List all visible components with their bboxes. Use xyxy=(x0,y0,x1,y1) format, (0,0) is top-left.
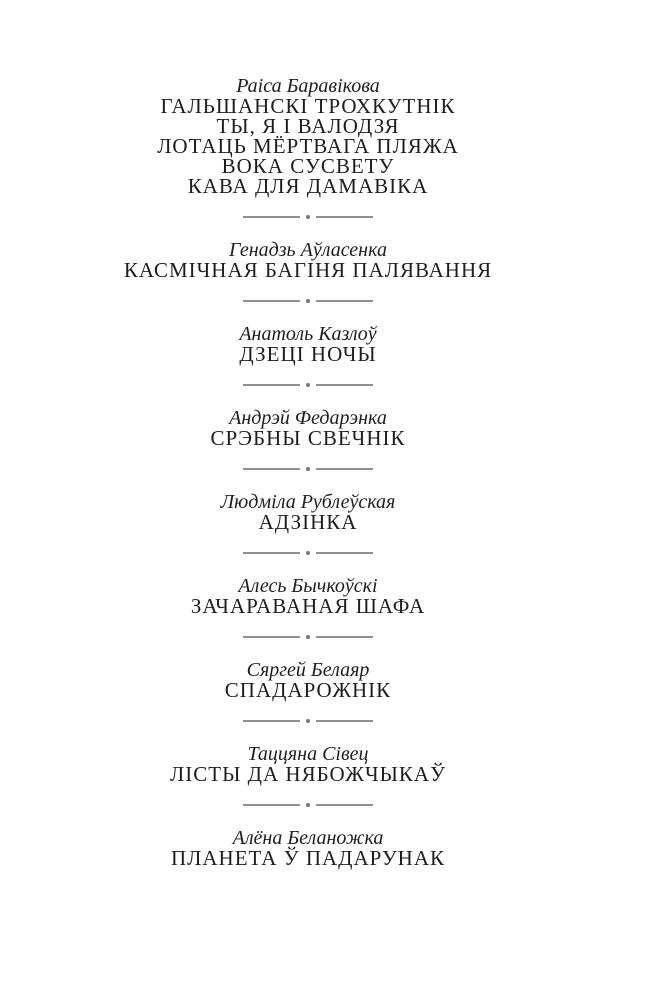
divider-line-left xyxy=(243,216,300,218)
author-name: Генадзь Аўласенка xyxy=(229,239,387,261)
book-title: КАСМІЧНАЯ БАГІНЯ ПАЛЯВАННЯ xyxy=(123,258,493,282)
book-title: ЛІСТЫ ДА НЯБОЖЧЫКАЎ xyxy=(170,762,446,786)
book-title: ДЗЕЦІ НОЧЫ xyxy=(239,342,377,366)
divider-line-right xyxy=(316,216,373,218)
book-entry xyxy=(0,576,616,616)
divider-dot-icon xyxy=(306,215,310,219)
section-divider xyxy=(0,551,616,554)
book-title: ЗАЧАРАВАНАЯ ШАФА xyxy=(190,594,426,618)
section-divider xyxy=(0,803,616,806)
book-entry xyxy=(0,660,616,700)
divider-line-right xyxy=(316,804,373,806)
divider-line-right xyxy=(316,468,373,470)
divider-line-left xyxy=(243,468,300,470)
divider-line-left xyxy=(243,804,300,806)
divider-line-left xyxy=(243,300,300,302)
author-name: Алесь Бычкоўскі xyxy=(238,575,378,597)
divider-line-right xyxy=(316,552,373,554)
book-title: КАВА ДЛЯ ДАМАВІКА xyxy=(187,174,429,198)
divider-dot-icon xyxy=(306,467,310,471)
section-divider xyxy=(0,719,616,722)
divider-dot-icon xyxy=(306,719,310,723)
divider-line-left xyxy=(243,720,300,722)
divider-line-right xyxy=(316,720,373,722)
divider-line-left xyxy=(243,636,300,638)
book-entry xyxy=(0,408,616,448)
divider-dot-icon xyxy=(306,803,310,807)
author-name: Раіса Баравікова xyxy=(236,75,380,97)
book-title: ЛОТАЦЬ МЁРТВАГА ПЛЯЖА xyxy=(157,134,459,158)
divider-dot-icon xyxy=(306,383,310,387)
book-entry xyxy=(0,76,616,196)
divider-dot-icon xyxy=(306,299,310,303)
author-name: Анатоль Казлоў xyxy=(239,323,377,345)
section-divider xyxy=(0,467,616,470)
book-title: ГАЛЬШАНСКІ ТРОХКУТНІК xyxy=(160,94,456,118)
divider-line-right xyxy=(316,300,373,302)
book-title: ТЫ, Я І ВАЛОДЗЯ xyxy=(216,114,400,138)
section-divider xyxy=(0,635,616,638)
divider-line-left xyxy=(243,552,300,554)
book-title: АДЗІНКА xyxy=(258,510,358,534)
book-entry xyxy=(0,492,616,532)
author-name: Андрэй Федарэнка xyxy=(229,407,387,429)
divider-line-left xyxy=(243,384,300,386)
book-entry xyxy=(0,240,616,280)
author-name: Алёна Беланожка xyxy=(232,827,384,849)
divider-line-right xyxy=(316,384,373,386)
section-divider xyxy=(0,299,616,302)
section-divider xyxy=(0,215,616,218)
author-name: Сяргей Белаяр xyxy=(246,659,370,681)
divider-dot-icon xyxy=(306,551,310,555)
divider-dot-icon xyxy=(306,635,310,639)
section-divider xyxy=(0,383,616,386)
book-title: ВОКА СУСВЕТУ xyxy=(221,154,395,178)
book-entry xyxy=(0,744,616,784)
author-name: Таццяна Сівец xyxy=(247,743,369,765)
book-title: ПЛАНЕТА Ў ПАДАРУНАК xyxy=(170,846,446,870)
divider-line-right xyxy=(316,636,373,638)
book-entry xyxy=(0,324,616,364)
book-entry xyxy=(0,828,616,868)
book-title: СРЭБНЫ СВЕЧНІК xyxy=(210,426,406,450)
book-title: СПАДАРОЖНІК xyxy=(224,678,392,702)
author-name: Людміла Рублеўская xyxy=(220,491,396,513)
